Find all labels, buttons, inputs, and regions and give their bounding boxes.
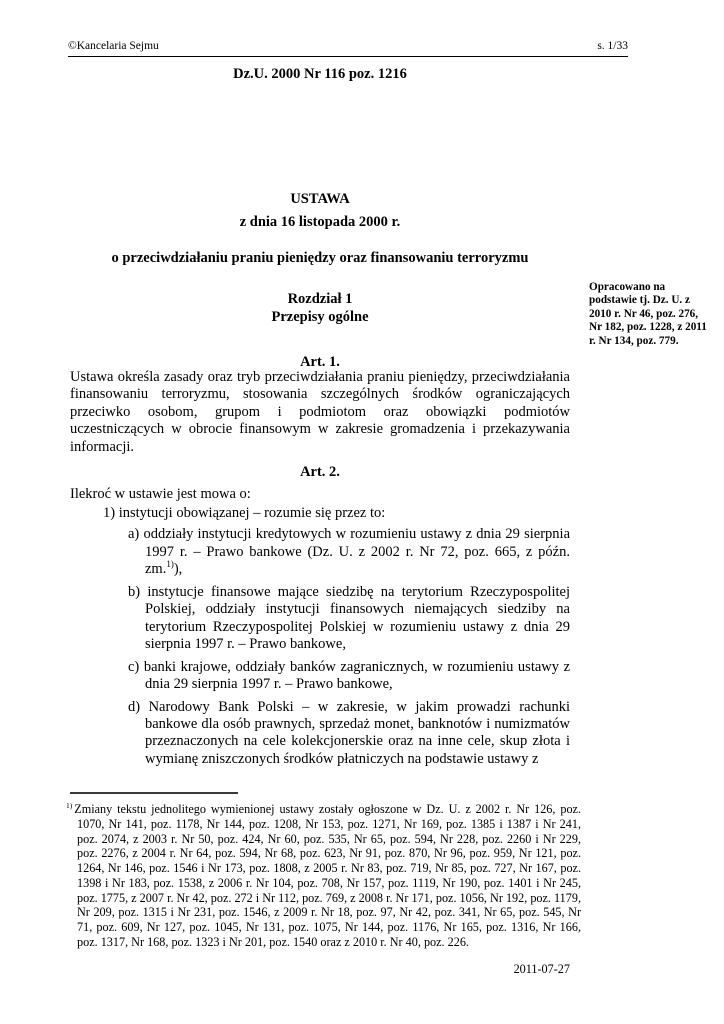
footnote-marker: 1) <box>66 800 73 810</box>
footnote-separator-rule <box>70 792 238 794</box>
art1-body: Ustawa określa zasady oraz tryb przeciwdziałania praniu pieniędzy, przeciwdziałania finansowaniu terroryzmu, stosowania szczególnych środków ograniczających przeciwko osobom, grupom i podmiotom oraz obowiązki podmiotów uczestniczących w obrocie finansowym w zakresie gromadzenia i przekazywania informacji. <box>70 369 570 455</box>
point-text: instytucji obowiązanej – rozumie się przez to: <box>118 505 386 521</box>
subpoint-marker: c) <box>128 658 140 675</box>
list-subpoint-c <box>128 659 570 694</box>
footer-date: 2011-07-27 <box>513 962 570 976</box>
act-title-block <box>70 188 570 233</box>
art2-heading: Art. 2. <box>300 464 340 480</box>
subpoint-text: oddziały instytucji kredytowych w rozumieniu ustawy z dnia 29 sierpnia 1997 r. – Prawo bankowe (Dz. U. z 2002 r. Nr 72, poz. 665, z późn. zm. <box>143 526 571 578</box>
subpoint-text: Narodowy Bank Polski – w zakresie, w jakim prowadzi rachunki bankowe dla osób prawnych, sprzedaż monet, banknotów i numizmatów przeznaczonych na cele kolekcjonerskie oraz na inne cele, skup złota i wymianę zniszczonych środków płatniczych na podstawie ustawy z <box>145 698 570 767</box>
doc-number: Dz.U. 2000 Nr 116 poz. 1216 <box>233 66 407 82</box>
art1-heading: Art. 1. <box>300 354 340 370</box>
publisher-label: ©Kancelaria Sejmu <box>68 40 159 52</box>
chapter-title: Przepisy ogólne <box>271 309 369 326</box>
subpoint-text-after: ), <box>173 561 183 578</box>
page-header <box>68 40 628 57</box>
art2-list <box>70 505 570 768</box>
footnote-text: Zmiany tekstu jednolitego wymienionej ustawy zostały ogłoszone w Dz. U. z 2002 r. Nr 126, poz. 1070, Nr 141, poz. 1178, Nr 144, poz. 1208, Nr 153, poz. 1271, Nr 169, poz. 1385 i 1387 i Nr 241, poz. 2074, z 2003 r. Nr 50, poz. 424, Nr 60, poz. 535, Nr 65, poz. 594, Nr 228, poz. 2260 i Nr 229, poz. 2276, z 2004 r. Nr 64, poz. 594, Nr 68, poz. 623, Nr 91, poz. 870, Nr 96, poz. 959, Nr 121, poz. 1264, Nr 146, poz. 1546 i Nr 173, poz. 1808, z 2005 r. Nr 83, poz. 719, Nr 85, poz. 727, Nr 167, poz. 1398 i Nr 183, poz. 1538, z 2006 r. Nr 104, poz. 708, Nr 157, poz. 1119, Nr 190, poz. 1401 i Nr 245, poz. 1775, z 2007 r. Nr 42, poz. 272 i Nr 112, poz. 769, z 2008 r. Nr 171, poz. 1056, Nr 192, poz. 1179, Nr 209, poz. 1315 i Nr 231, poz. 1546, z 2009 r. Nr 18, poz. 97, Nr 42, poz. 341, Nr 65, poz. 545, Nr 71, poz. 609, Nr 127, poz. 1045, Nr 131, poz. 1075, Nr 144, poz. 1176, Nr 165, poz. 1316, Nr 166, poz. 1317, Nr 168, poz. 1323 i Nr 201, poz. 1540 oraz z 2010 r. Nr 40, poz. 226. <box>74 802 581 949</box>
footnote <box>66 802 581 950</box>
list-subpoint-d <box>128 699 570 769</box>
subpoint-marker: a) <box>128 526 140 543</box>
art2-intro: Ilekroć w ustawie jest mowa o: <box>70 486 251 502</box>
point-marker: 1) <box>103 505 116 521</box>
act-date-line: z dnia 16 listopada 2000 r. <box>239 213 401 230</box>
act-subject: o przeciwdziałaniu praniu pieniędzy oraz finansowaniu terroryzmu <box>111 250 529 266</box>
subpoint-marker: d) <box>128 698 141 715</box>
list-subpoint-b <box>128 584 570 654</box>
chapter-block <box>70 290 570 326</box>
act-kind-heading: USTAWA <box>290 191 350 207</box>
footnote-reference: 1) <box>166 559 174 570</box>
list-point-1 <box>103 505 570 522</box>
subpoint-text: instytucje finansowe mające siedzibę na terytorium Rzeczypospolitej Polskiej, oddziały instytucji finansowych niemających siedziby na terytorium Rzeczypospolitej Polskiej w rozumieniu ustawy z dnia 29 sierpnia 1997 r. – Prawo bankowe, <box>145 583 571 653</box>
chapter-number: Rozdział 1 <box>287 291 353 307</box>
subpoint-marker: b) <box>128 583 141 600</box>
side-note: Opracowano na podstawie tj. Dz. U. z 2010 r. Nr 46, poz. 276, Nr 182, poz. 1228, z 2011 r. Nr 134, poz. 779. <box>589 281 707 347</box>
page-number-label: s. 1/33 <box>597 40 628 52</box>
subpoint-text: banki krajowe, oddziały banków zagranicznych, w rozumieniu ustawy z dnia 29 sierpnia 1997 r. – Prawo bankowe, <box>143 658 571 693</box>
list-subpoint-a <box>128 526 570 578</box>
